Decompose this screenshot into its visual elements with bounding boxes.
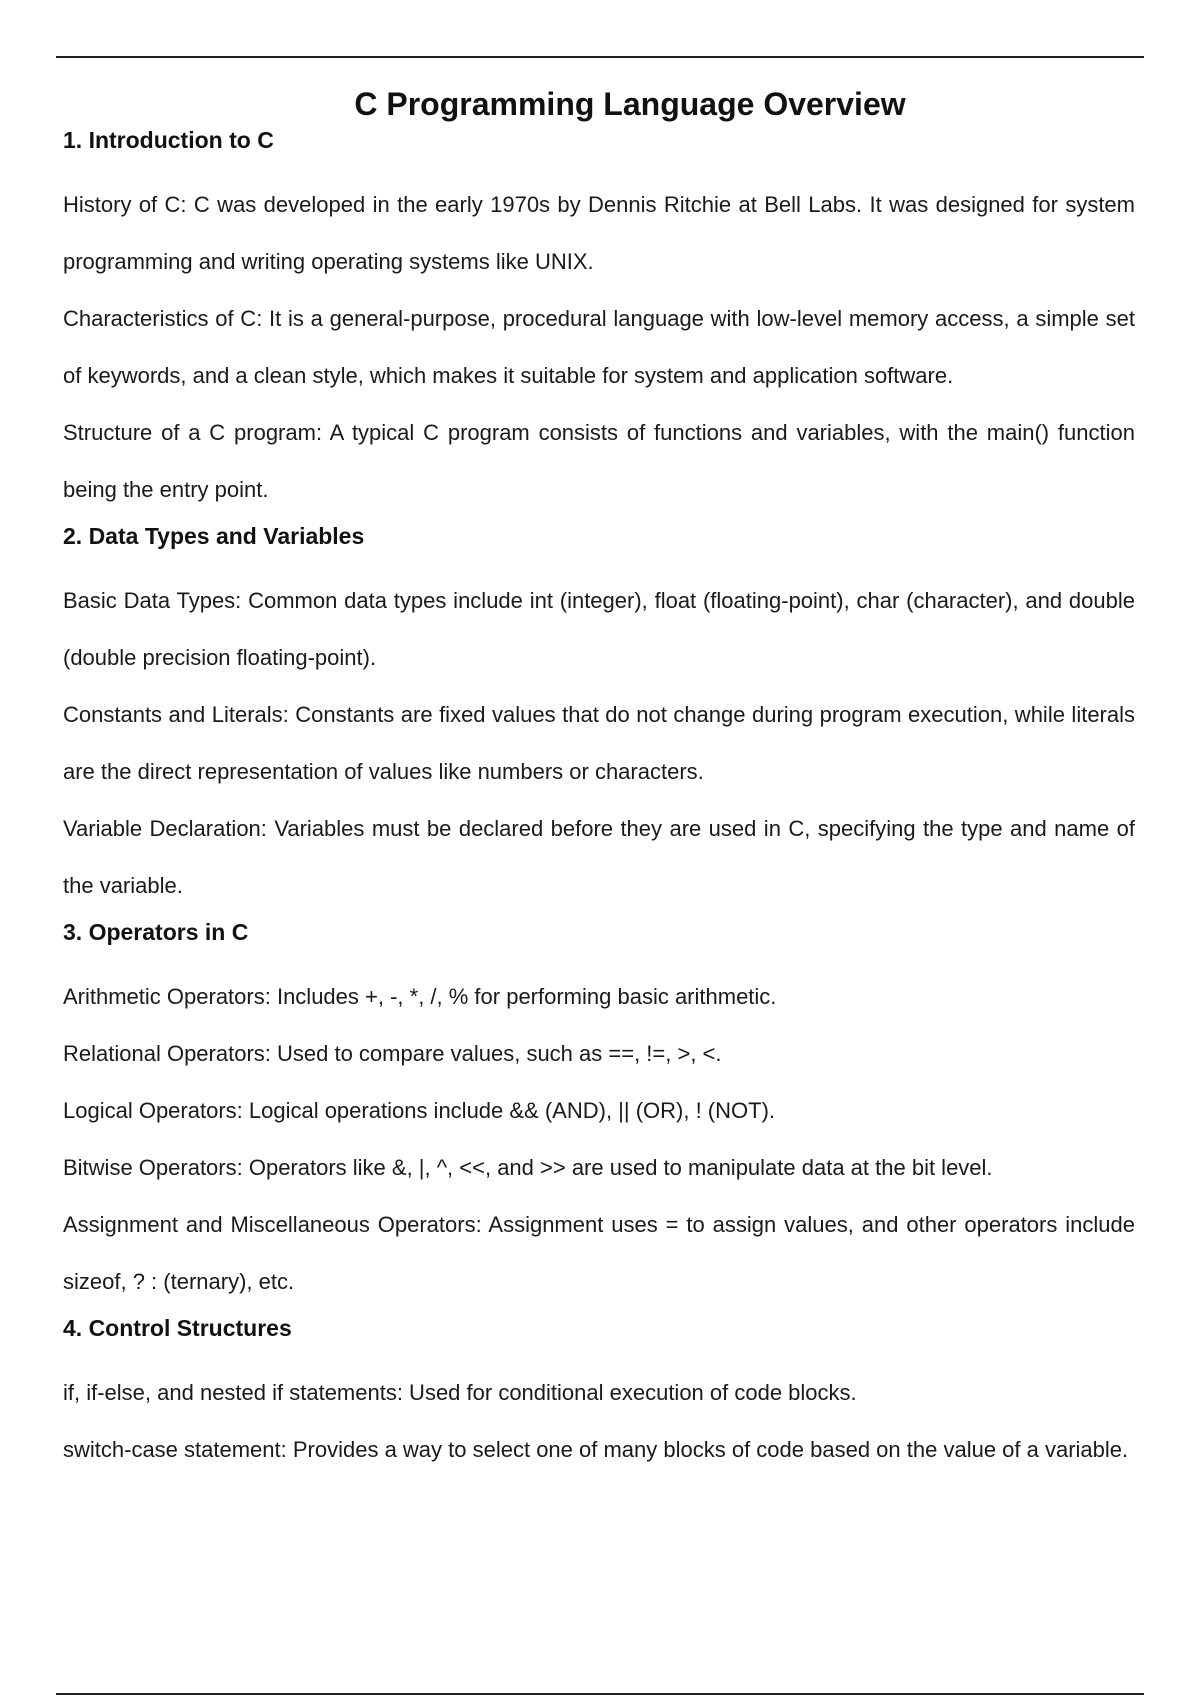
paragraph: Variable Declaration: Variables must be declared before they are used in C, specifying the type and name of the variable. [63,816,1135,898]
section-operators [63,914,1135,1310]
paragraph: Characteristics of C: It is a general-purpose, procedural language with low-level memory access, a simple set of keywords, and a clean style, which makes it suitable for system and application software. [63,306,1135,388]
document-body [63,122,1135,1478]
paragraph: History of C: C was developed in the early 1970s by Dennis Ritchie at Bell Labs. It was designed for system programming and writing operating systems like UNIX. [63,192,1135,274]
section-heading: 3. Operators in C [63,919,249,945]
paragraph: Basic Data Types: Common data types include int (integer), float (floating-point), char (character), and double (double precision floating-point). [63,588,1135,670]
bottom-rule [56,1693,1144,1695]
paragraph: switch-case statement: Provides a way to select one of many blocks of code based on the value of a variable. [63,1437,1129,1462]
paragraph: Logical Operators: Logical operations include && (AND), || (OR), ! (NOT). [63,1098,776,1123]
section-introduction [63,122,1135,518]
top-rule [56,56,1144,58]
paragraph: Assignment and Miscellaneous Operators: Assignment uses = to assign values, and other operators include sizeof, ? : (ternary), etc. [63,1212,1135,1294]
paragraph: Constants and Literals: Constants are fixed values that do not change during program execution, while literals are the direct representation of values like numbers or characters. [63,702,1135,784]
paragraph: Relational Operators: Used to compare values, such as ==, !=, >, <. [63,1041,722,1066]
section-heading: 2. Data Types and Variables [63,523,365,549]
paragraph: if, if-else, and nested if statements: Used for conditional execution of code blocks. [63,1380,857,1405]
section-heading: 4. Control Structures [63,1315,292,1341]
paragraph: Structure of a C program: A typical C program consists of functions and variables, with the main() function being the entry point. [63,420,1135,502]
section-data-types [63,518,1135,914]
section-heading: 1. Introduction to C [63,127,274,153]
section-control-structures [63,1310,1135,1478]
paragraph: Bitwise Operators: Operators like &, |, ^, <<, and >> are used to manipulate data at the bit level. [63,1155,993,1180]
page-title: C Programming Language Overview [354,86,906,123]
paragraph: Arithmetic Operators: Includes +, -, *, /, % for performing basic arithmetic. [63,984,777,1009]
